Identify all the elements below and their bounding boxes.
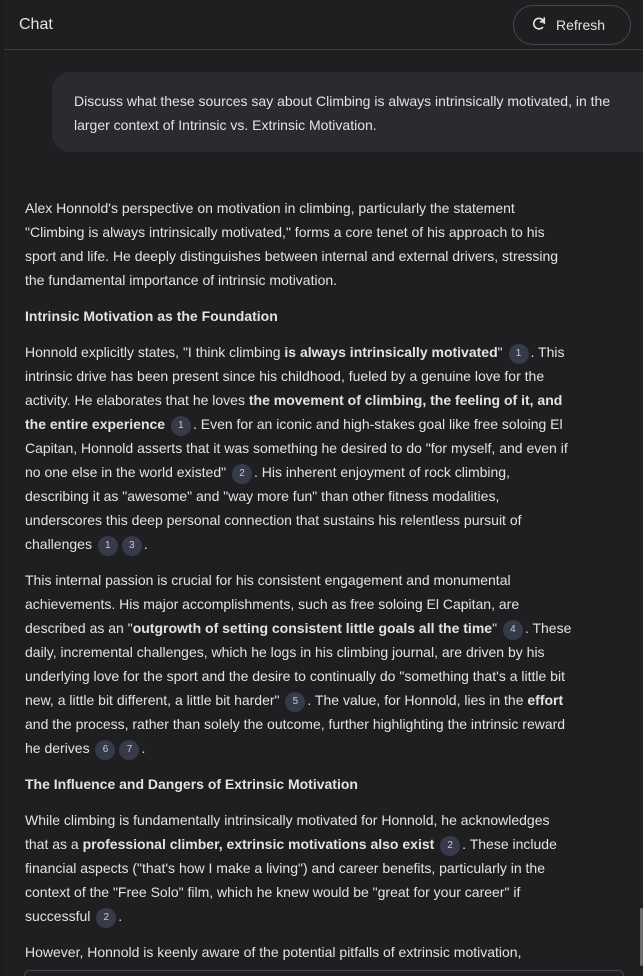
paragraph xyxy=(25,568,575,760)
bold-text: effort xyxy=(527,692,564,708)
citation-chip[interactable]: 1 xyxy=(98,536,118,556)
text: " xyxy=(492,620,498,636)
text: Honnold explicitly states, "I think climbing xyxy=(25,344,285,360)
paragraph xyxy=(25,808,575,928)
text: " xyxy=(497,344,503,360)
text: This internal passion is crucial for his consistent engagement and monumental achievements. His major accomplishments, such as free soloing El Capitan, are described as an " xyxy=(25,572,520,636)
citation-chip[interactable]: 1 xyxy=(509,344,529,364)
citation-chip[interactable]: 4 xyxy=(503,620,523,640)
intro-paragraph: Alex Honnold's perspective on motivation in climbing, particularly the statement "Climbing is always intrinsically motivated," forms a core tenet of his approach to his sport and life. He deeply distinguishes between internal and external drivers, stressing the fundamental importance of intrinsic motivation. xyxy=(25,200,559,288)
citation-chip[interactable]: 2 xyxy=(232,464,252,484)
paragraph: However, Honnold is keenly aware of the potential pitfalls of extrinsic motivation, xyxy=(25,944,522,960)
text: . xyxy=(141,740,146,756)
text: . His inherent enjoyment of rock climbing, describing it as "awesome" and "way more fun" than other fitness modalities, underscores this deep personal connection that sustains his relentless pursuit of challenges xyxy=(25,464,522,552)
message-composer[interactable] xyxy=(24,970,624,976)
bold-text: the movement of climbing, the feeling of it, and the entire experience xyxy=(25,392,563,432)
citation-chip[interactable]: 5 xyxy=(285,692,305,712)
citation-chip[interactable]: 1 xyxy=(171,416,191,436)
paragraph xyxy=(25,340,575,556)
citation-chip[interactable]: 2 xyxy=(96,908,116,928)
chat-header xyxy=(4,0,643,50)
citation-chip[interactable]: 3 xyxy=(122,536,142,556)
scrollbar[interactable] xyxy=(635,60,641,960)
text: . These daily, incremental challenges, which he logs in his climbing journal, are driven by his underlying love for the sport and the desire to continually do "something that's a little bit new, a little bit different, a little bit harder" xyxy=(25,620,572,708)
chat-panel xyxy=(4,0,643,976)
assistant-response xyxy=(25,196,575,976)
text: . The value, for Honnold, lies in the xyxy=(307,692,528,708)
refresh-icon xyxy=(530,15,548,36)
text: and the process, rather than solely the outcome, further highlighting the intrinsic reward he derives xyxy=(25,716,566,756)
bold-text: outgrowth of setting consistent little goals all the time xyxy=(132,620,493,636)
citation-chip[interactable]: 7 xyxy=(119,740,139,760)
section-heading: The Influence and Dangers of Extrinsic Motivation xyxy=(25,776,358,792)
user-message: Discuss what these sources say about Climbing is always intrinsically motivated, in the larger context of Intrinsic vs. Extrinsic Motivation. xyxy=(52,72,643,152)
refresh-button[interactable] xyxy=(513,5,631,45)
text: . xyxy=(143,536,148,552)
text: While climbing is fundamentally intrinsically motivated for Honnold, he acknowledges that as a xyxy=(25,812,550,852)
chat-title: Chat xyxy=(19,16,53,33)
citation-chip[interactable]: 6 xyxy=(95,740,115,760)
refresh-label: Refresh xyxy=(556,17,606,33)
text: . Even for an iconic and high-stakes goal like free soloing El Capitan, Honnold asserts that it was something he desired to do "for myself, and even if no one else in the world existed" xyxy=(25,416,568,480)
bold-text: professional climber, extrinsic motivations also exist xyxy=(82,836,435,852)
section-heading: Intrinsic Motivation as the Foundation xyxy=(25,308,278,324)
text: . xyxy=(118,908,123,924)
bold-text: is always intrinsically motivated xyxy=(284,344,498,360)
citation-chip[interactable]: 2 xyxy=(440,836,460,856)
text: . These include financial aspects ("that's how I make a living") and career benefits, particularly in the context of the "Free Solo" film, which he knew would be "great for your career" if successful xyxy=(25,836,557,924)
text: . This intrinsic drive has been present since his childhood, fueled by a genuine love for the activity. He elaborates that he loves xyxy=(25,344,565,408)
